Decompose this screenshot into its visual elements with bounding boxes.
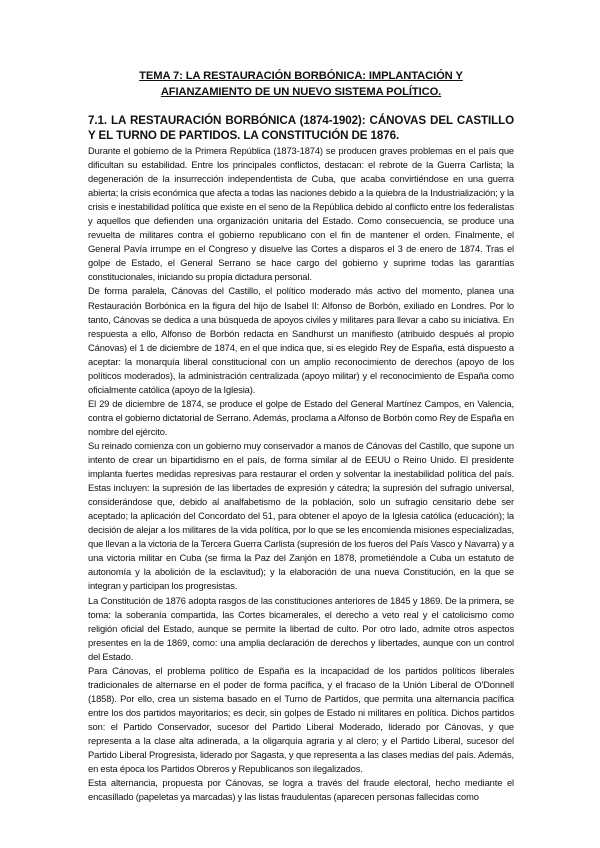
page-title: TEMA 7: LA RESTAURACIÓN BORBÓNICA: IMPLANTACIÓN Y AFIANZAMIENTO DE UN NUEVO SISTEMA POLÍTICO. — [139, 70, 463, 98]
paragraph-1: Durante el gobierno de la Primera República (1873-1874) se producen graves problemas en el país que dificultan su estabilidad. Entre los principales conflictos, destacan: el rebrote de la Guerra Carlista; la degeneración de la insurrección independentista de Cuba, que acaba convirtiéndose en una guerra abierta; la crisis económica que afecta a todas las naciones debido a la quiebra de la Industrialización; y la crisis e inestabilidad política que existe en el seno de la República debido al conflicto entre los federalistas y aquellos que defienden una organización unitaria del Estado. Como consecuencia, se produce una revuelta de militares contra el gobierno republicano con el fin de mantener el orden. Finalmente, el General Pavía irrumpe en el Congreso y disuelve las Cortes a disparos el 3 de enero de 1874. Tras el golpe de Estado, el General Serrano se hace cargo del gobierno y suprime todas las garantías constitucionales, iniciando su propia dictadura personal. — [88, 146, 514, 283]
paragraph-5: La Constitución de 1876 adopta rasgos de las constituciones anteriores de 1845 y 1869. De la primera, se toma: la soberanía compartida, las Cortes bicamerales, el derecho a veto real y el catolicismo como religión oficial del Estado, aunque se permite la libertad de culto. Por otro lado, admite otros aspectos presentes en la de 1869, como: una amplia declaración de derechos y libertades, aunque con un control del Estado. — [88, 595, 514, 662]
section-heading: 7.1. LA RESTAURACIÓN BORBÓNICA (1874-1902): CÁNOVAS DEL CASTILLO Y EL TURNO DE PARTIDOS. LA CONSTITUCIÓN DE 1876. — [88, 114, 514, 142]
paragraph-6: Para Cánovas, el problema político de España es la incapacidad de los partidos políticos liberales tradicionales de alternarse en el poder de forma pacífica, y el fracaso de la Unión Liberal de O'Donnell (1858). Por ello, crea un sistema basado en el Turno de Partidos, que permita una alternancia pacífica entre los dos partidos mayoritarios; es decir, sin golpes de Estado ni militares en política. Dichos partidos son: el Partido Conservador, sucesor del Partido Liberal Moderado, liderado por Cánovas, y que representa a la clase alta adinerada, a la oligarquía agraria y al clero; y el Partido Liberal, sucesor del Partido Liberal Progresista, liderado por Sagasta, y que representa a las clases medias del país. Además, en esta época los Partidos Obreros y Republicanos son ilegalizados. — [88, 665, 514, 775]
paragraph-3: El 29 de diciembre de 1874, se produce el golpe de Estado del General Martínez Campos, en Valencia, contra el gobierno dictatorial de Serrano. Además, proclama a Alfonso de Borbón como Rey de España en nombre del ejército. — [88, 398, 514, 437]
paragraph-7: Esta alternancia, propuesta por Cánovas, se logra a través del fraude electoral, hecho mediante el encasillado (papeletas ya marcadas) y las listas fraudulentas (aparecen personas fallecidas como — [88, 778, 514, 803]
paragraph-4: Su reinado comienza con un gobierno muy conservador a manos de Cánovas del Castillo, que supone un intento de crear un bipartidismo en el país, de forma similar al de EEUU o Reino Unido. El presidente implanta fuertes medidas represivas para restaurar el orden y solventar la inestabilidad política del país. Estas incluyen: la supresión de las libertades de expresión y cátedra; la supresión del sufragio universal, considerándose que, debido al analfabetismo de la población, solo un sufragio censitario debe ser aceptado; la aplicación del Concordato del 51, para obtener el apoyo de la Iglesia católica (educación); la decisión de alejar a los militares de la vida política, por lo que se les encomienda misiones especializadas, que llevan a la victoria de la Tercera Guerra Carlista (supresión de los fueros del País Vasco y Navarra) y a una victoria militar en Cuba (se firma la Paz del Zanjón en 1878, prometiéndole a Cuba un estatuto de autonomía y la abolición de la esclavitud); y la elaboración de una nueva Constitución, en la que se integran y participan los progresistas. — [88, 440, 514, 592]
paragraph-2: De forma paralela, Cánovas del Castillo, el político moderado más activo del momento, planea una Restauración Borbónica en la figura del hijo de Isabel II: Alfonso de Borbón, exiliado en Londres. Por lo tanto, Cánovas se dedica a una búsqueda de apoyos civiles y militares para llevar a cabo su iniciativa. En respuesta a ello, Alfonso de Borbón redacta en Sandhurst un manifiesto (atribuido después al propio Cánovas) el 1 de diciembre de 1874, en el que indica que, si es elegido Rey de España, está dispuesto a aceptar: la monarquía liberal constitucional con un amplio reconocimiento de derechos (apoyo de los políticos moderados), la administración centralizada (apoyo militar) y el reconocimiento de España como oficialmente católica (apoyo de la Iglesia). — [88, 286, 514, 395]
